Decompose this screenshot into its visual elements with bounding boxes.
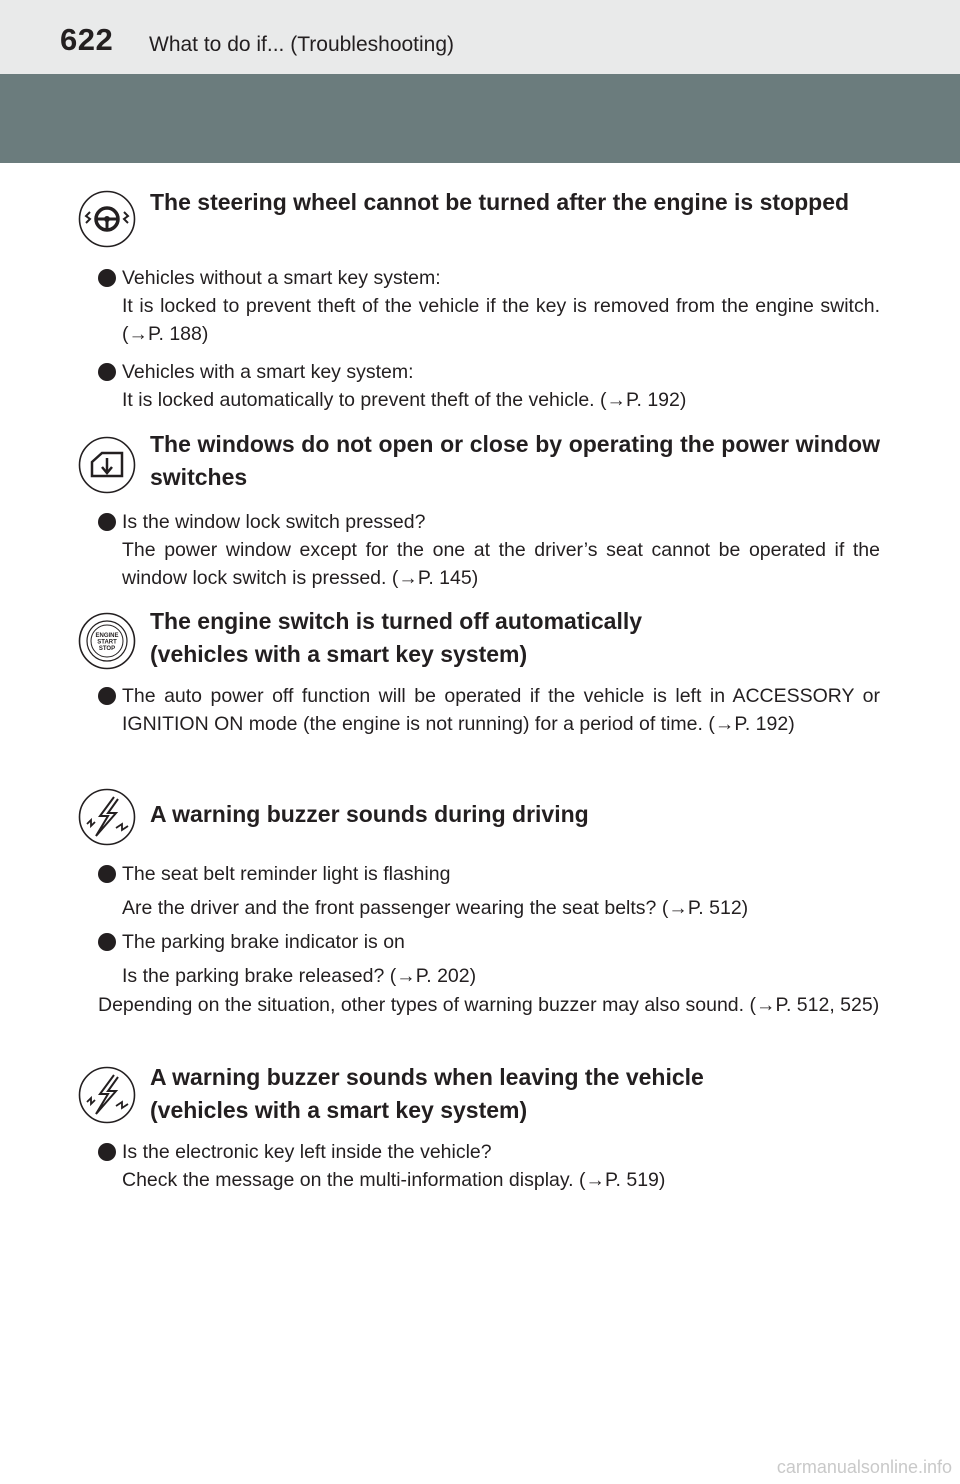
section-title: The steering wheel cannot be turned after the engine is stopped — [150, 189, 850, 215]
list-item — [98, 860, 880, 922]
bullet-icon — [98, 269, 116, 287]
page-header — [0, 0, 960, 74]
item-heading: The seat belt reminder light is flashing — [122, 863, 451, 885]
warning-buzzer-icon — [78, 1066, 136, 1124]
icon-text: STOP — [98, 646, 116, 652]
section-title: The windows do not open or close by operating the power window switches — [150, 431, 880, 490]
item-heading: Vehicles with a smart key system: — [122, 361, 414, 383]
bullet-icon — [98, 865, 116, 883]
bullet-icon — [98, 933, 116, 951]
section-title — [150, 605, 880, 671]
icon-text: ENGINE — [95, 633, 119, 639]
item-heading: Is the window lock switch pressed? — [122, 511, 426, 533]
section-title-line: The engine switch is turned off automatically — [150, 608, 643, 634]
engine-start-stop-icon — [78, 612, 136, 670]
item-text: It is locked automatically to prevent theft of the vehicle. (→P. 192) — [122, 389, 687, 411]
bullet-icon — [98, 363, 116, 381]
power-window-icon — [78, 436, 136, 494]
list-item — [98, 358, 880, 414]
item-heading: Vehicles without a smart key system: — [122, 267, 441, 289]
header-band — [0, 74, 960, 163]
item-text: Check the message on the multi-information display. (→P. 519) — [122, 1169, 666, 1191]
list-item — [98, 1138, 880, 1194]
item-text: The power window except for the one at the driver’s seat cannot be operated if the window lock switch is pressed. (→P. 145) — [122, 539, 880, 589]
watermark: carmanualsonline.info — [776, 1457, 952, 1477]
chapter-title: What to do if... (Troubleshooting) — [149, 33, 455, 56]
item-heading: The parking brake indicator is on — [122, 931, 405, 953]
page-number: 622 — [60, 22, 114, 57]
bullet-icon — [98, 513, 116, 531]
section-title — [150, 1061, 880, 1127]
bullet-icon — [98, 687, 116, 705]
section-title-line: (vehicles with a smart key system) — [150, 641, 528, 667]
item-text: Are the driver and the front passenger wearing the seat belts? (→P. 512) — [122, 897, 749, 919]
item-text: Is the parking brake released? (→P. 202) — [122, 965, 477, 987]
warning-buzzer-icon — [78, 788, 136, 846]
section-title: A warning buzzer sounds during driving — [150, 801, 589, 827]
item-text: It is locked to prevent theft of the vehicle if the key is removed from the engine switch. (→P. 188) — [122, 295, 880, 345]
section-note: Depending on the situation, other types of warning buzzer may also sound. (→P. 512, 525) — [98, 994, 880, 1016]
list-item — [98, 682, 880, 738]
item-heading: Is the electronic key left inside the vehicle? — [122, 1141, 492, 1163]
item-text: The auto power off function will be operated if the vehicle is left in ACCESSORY or IGNITION ON mode (the engine is not running) for a period of time. (→P. 192) — [122, 685, 880, 735]
bullet-icon — [98, 1143, 116, 1161]
section-title-line: (vehicles with a smart key system) — [150, 1097, 528, 1123]
list-item — [98, 928, 880, 990]
steering-lock-icon — [78, 190, 136, 248]
list-item — [98, 264, 880, 348]
list-item — [98, 508, 880, 592]
icon-text: START — [97, 639, 117, 646]
section-title-line: A warning buzzer sounds when leaving the vehicle — [150, 1064, 704, 1090]
